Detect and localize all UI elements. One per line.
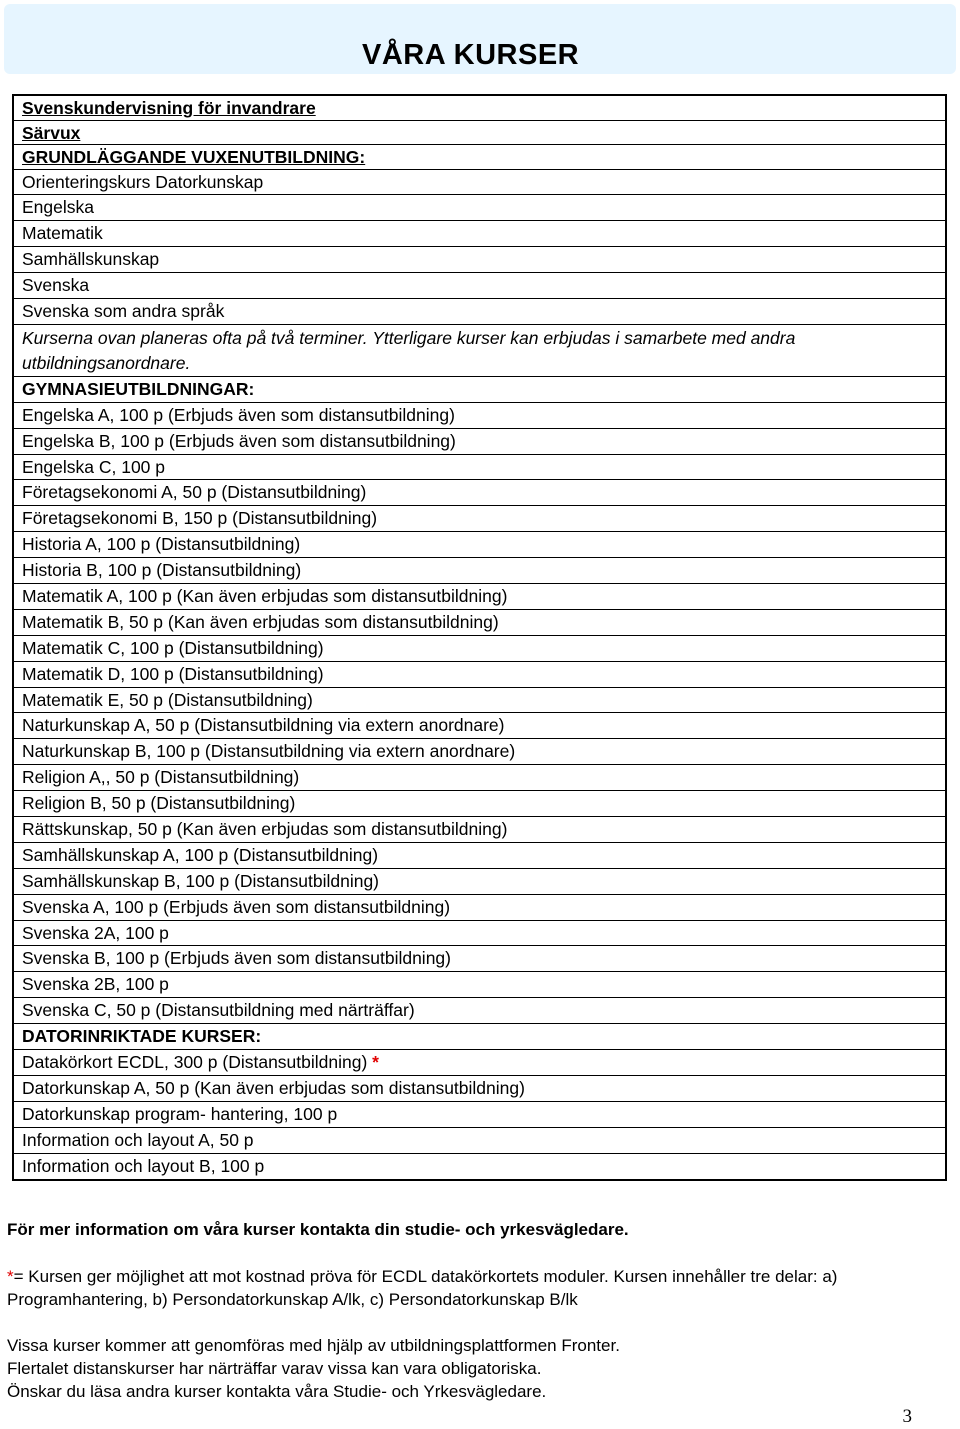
course-row	[14, 506, 945, 532]
course-row	[14, 713, 945, 739]
course-name: DATORINRIKTADE KURSER:	[22, 1026, 262, 1047]
course-name: Svenska 2A, 100 p	[22, 922, 169, 943]
course-row	[14, 480, 945, 506]
course-name: Matematik	[22, 223, 103, 244]
course-name: Svenska 2B, 100 p	[22, 974, 169, 995]
course-name: GRUNDLÄGGANDE VUXENUTBILDNING:	[22, 147, 366, 167]
course-row	[14, 688, 945, 714]
course-row	[14, 558, 945, 584]
distance-meetings-note: Flertalet distanskurser har närträffar varav vissa kan vara obligatoriska.	[7, 1359, 542, 1378]
course-row	[14, 921, 945, 947]
ecdl-note-text: = Kursen ger möjlighet att mot kostnad pröva för ECDL datakörkortets moduler. Kursen innehåller tre delar: a) Programhantering, b) Persondatorkunskap A/lk, c) Persondatorkunskap B/lk	[7, 1267, 838, 1309]
course-name: Engelska A, 100 p (Erbjuds även som distansutbildning)	[22, 404, 455, 425]
course-name: Matematik D, 100 p (Distansutbildning)	[22, 663, 324, 684]
course-row	[14, 96, 945, 121]
course-name: Svenska som andra språk	[22, 300, 225, 321]
course-row	[14, 195, 945, 221]
page-number: 3	[902, 1406, 912, 1427]
course-row	[14, 403, 945, 429]
course-name: Matematik E, 50 p (Distansutbildning)	[22, 689, 313, 710]
course-row	[14, 273, 945, 299]
course-row	[14, 791, 945, 817]
course-name: Naturkunskap A, 50 p (Distansutbildning via extern anordnare)	[22, 715, 505, 736]
course-row	[14, 145, 945, 170]
course-name: Matematik C, 100 p (Distansutbildning)	[22, 637, 324, 658]
course-row	[14, 1154, 945, 1180]
course-name: Datorkunskap program- hantering, 100 p	[22, 1103, 338, 1124]
course-row	[14, 1076, 945, 1102]
course-name: Datakörkort ECDL, 300 p (Distansutbildning)	[22, 1052, 373, 1072]
course-name: Information och layout B, 100 p	[22, 1155, 265, 1176]
course-name: Datorkunskap A, 50 p (Kan även erbjudas som distansutbildning)	[22, 1077, 525, 1098]
course-name: Religion A,, 50 p (Distansutbildning)	[22, 767, 300, 788]
footnote-star: *	[7, 1267, 14, 1286]
course-row	[14, 1128, 945, 1154]
course-row	[14, 221, 945, 247]
course-row	[14, 610, 945, 636]
course-row	[14, 869, 945, 895]
course-row	[14, 946, 945, 972]
course-row	[14, 1102, 945, 1128]
course-row	[14, 247, 945, 273]
course-name: Samhällskunskap	[22, 249, 160, 270]
course-name: Företagsekonomi A, 50 p (Distansutbildning)	[22, 482, 367, 503]
course-name: Svenska	[22, 275, 90, 296]
course-row	[14, 455, 945, 481]
contact-info: För mer information om våra kurser kontakta din studie- och yrkesvägledare.	[7, 1220, 629, 1239]
course-row	[14, 299, 945, 325]
course-name: Företagsekonomi B, 150 p (Distansutbildning)	[22, 508, 378, 529]
course-row	[14, 739, 945, 765]
course-row	[14, 998, 945, 1024]
course-table	[12, 94, 947, 1181]
course-name: Engelska B, 100 p (Erbjuds även som distansutbildning)	[22, 430, 456, 451]
header-banner	[4, 4, 956, 74]
course-name: Kurserna ovan planeras ofta på två terminer. Ytterligare kurser kan erbjudas i samarbete med andra utbildningsanordnare.	[22, 327, 796, 373]
course-name: Samhällskunskap B, 100 p (Distansutbildning)	[22, 870, 379, 891]
course-name: Svenska C, 50 p (Distansutbildning med närträffar)	[22, 1000, 415, 1021]
course-name: Matematik B, 50 p (Kan även erbjudas som distansutbildning)	[22, 611, 499, 632]
course-row	[14, 765, 945, 791]
course-row	[14, 662, 945, 688]
course-name: Engelska C, 100 p	[22, 456, 166, 477]
page-title: VÅRA KURSER	[362, 39, 580, 71]
course-name: Matematik A, 100 p (Kan även erbjudas som distansutbildning)	[22, 585, 508, 606]
course-row	[14, 843, 945, 869]
course-row	[14, 636, 945, 662]
course-row	[14, 121, 945, 146]
course-name: Svenskundervisning för invandrare	[22, 98, 316, 118]
course-row	[14, 170, 945, 196]
course-row	[14, 1024, 945, 1050]
course-name: Svenska A, 100 p (Erbjuds även som distansutbildning)	[22, 896, 451, 917]
course-name: Historia A, 100 p (Distansutbildning)	[22, 534, 301, 555]
course-row	[14, 325, 945, 377]
other-courses-note: Önskar du läsa andra kurser kontakta våra Studie- och Yrkesvägledare.	[7, 1382, 547, 1401]
fronter-note: Vissa kurser kommer att genomföras med hjälp av utbildningsplattformen Fronter.	[7, 1336, 620, 1355]
course-row	[14, 584, 945, 610]
course-name: Naturkunskap B, 100 p (Distansutbildning via extern anordnare)	[22, 741, 516, 762]
course-row	[14, 377, 945, 403]
course-name: GYMNASIEUTBILDNINGAR:	[22, 378, 255, 399]
course-name: Svenska B, 100 p (Erbjuds även som distansutbildning)	[22, 948, 451, 969]
course-row	[14, 1050, 945, 1076]
course-name: Rättskunskap, 50 p (Kan även erbjudas som distansutbildning)	[22, 818, 508, 839]
course-name: Särvux	[22, 122, 81, 143]
course-row	[14, 817, 945, 843]
course-name: Historia B, 100 p (Distansutbildning)	[22, 560, 302, 581]
ecdl-note	[7, 1265, 937, 1311]
course-row	[14, 972, 945, 998]
footnote-star: *	[372, 1052, 379, 1072]
course-name: Religion B, 50 p (Distansutbildning)	[22, 793, 296, 814]
course-name: Engelska	[22, 197, 94, 218]
course-name: Samhällskunskap A, 100 p (Distansutbildning)	[22, 844, 379, 865]
course-name: Information och layout A, 50 p	[22, 1129, 254, 1150]
course-row	[14, 895, 945, 921]
course-row	[14, 429, 945, 455]
course-row	[14, 532, 945, 558]
course-name: Orienteringskurs Datorkunskap	[22, 171, 264, 192]
